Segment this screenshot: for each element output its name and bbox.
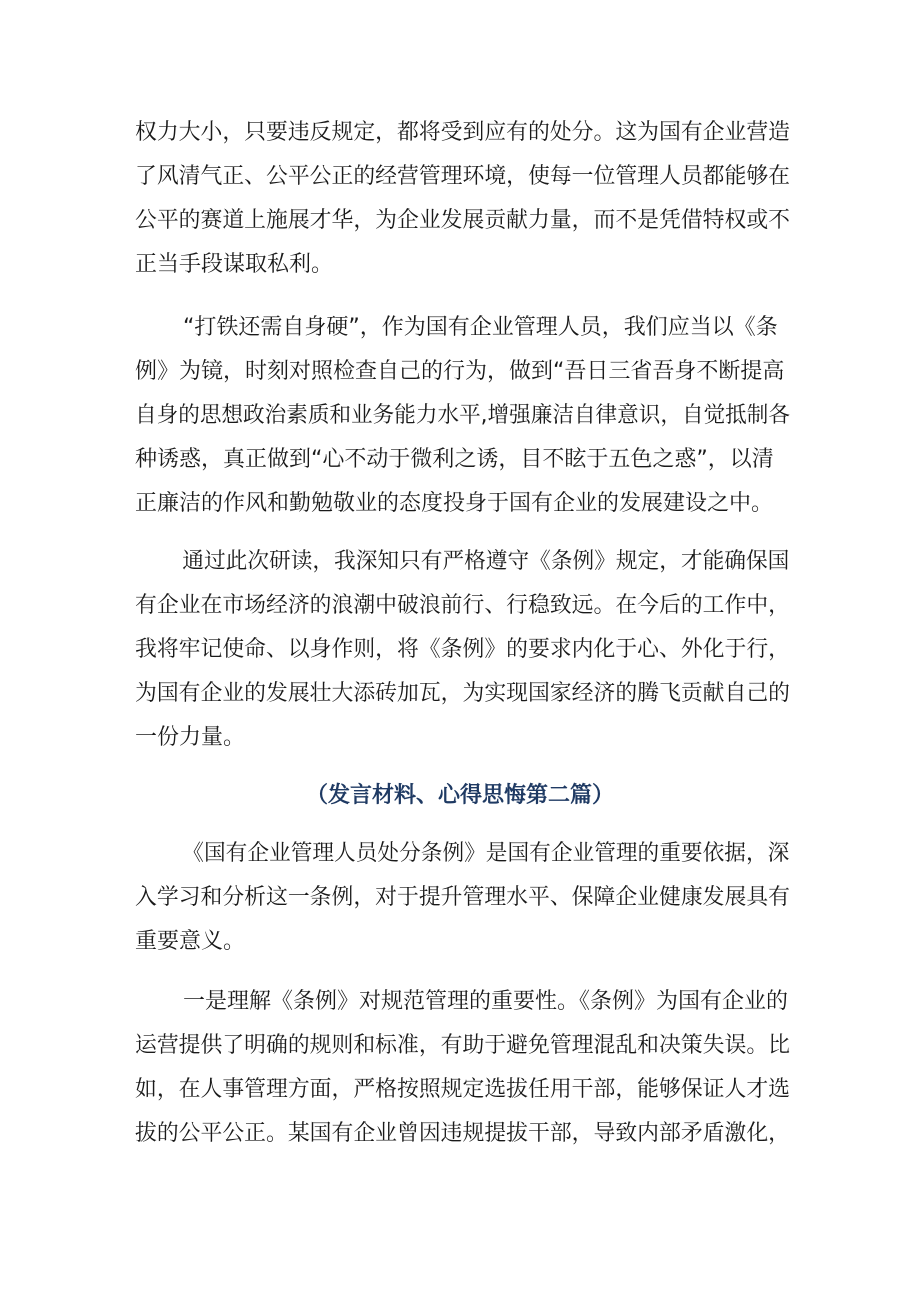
paragraph-line: 入学习和分析这一条例，对于提升管理水平、保障企业健康发展具有 <box>135 885 791 910</box>
paragraph-line: 我将牢记使命、以身作则，将《条例》的要求内化于心、外化于行， <box>135 637 791 662</box>
paragraph-5 <box>135 980 790 1156</box>
paragraph-line: 为国有企业的发展壮大添砖加瓦，为实现国家经济的腾飞贡献自己的 <box>135 681 791 706</box>
paragraph-line: 正廉洁的作风和勤勉敬业的态度投身于国有企业的发展建设之中。 <box>135 491 774 516</box>
paragraph-line: 例》为镜，时刻对照检查自己的行为，做到“吾日三省吾身不断提高 <box>135 359 785 384</box>
paragraph-line: 《国有企业管理人员处分条例》是国有企业管理的重要依据，深 <box>182 841 790 866</box>
paragraph-3 <box>135 540 790 760</box>
paragraph-4 <box>135 832 790 964</box>
paragraph-1 <box>135 111 790 287</box>
paragraph-line: 一份力量。 <box>135 725 246 750</box>
paragraph-line: 有企业在市场经济的浪潮中破浪前行、行稳致远。在今后的工作中， <box>135 593 791 618</box>
paragraph-line: 正当手段谋取私利。 <box>135 252 334 277</box>
paragraph-line: 权力大小，只要违反规定，都将受到应有的处分。这为国有企业营造 <box>135 120 791 145</box>
paragraph-line: 重要意义。 <box>135 929 246 954</box>
section-heading: （发言材料、心得思悔第二篇） <box>305 783 614 808</box>
paragraph-line: 拔的公平公正。某国有企业曾因违规提拔干部，导致内部矛盾激化， <box>135 1121 791 1146</box>
paragraph-line: 一是理解《条例》对规范管理的重要性。《条例》为国有企业的 <box>183 989 789 1014</box>
paragraph-line: 了风清气正、公平公正的经营管理环境，使每一位管理人员都能够在 <box>135 164 791 189</box>
paragraph-line: 公平的赛道上施展才华，为企业发展贡献力量，而不是凭借特权或不 <box>135 208 791 233</box>
paragraph-line: 自身的思想政治素质和业务能力水平,增强廉洁自律意识，自觉抵制各 <box>135 403 790 428</box>
paragraph-2 <box>135 306 790 526</box>
paragraph-line: 种诱惑，真正做到“心不动于微利之诱，目不眩于五色之惑”，以清 <box>135 447 774 472</box>
paragraph-line: 通过此次研读，我深知只有严格遵守《条例》规定，才能确保国 <box>182 549 790 574</box>
paragraph-line: 运营提供了明确的规则和标准，有助于避免管理混乱和决策失误。比 <box>135 1033 791 1058</box>
paragraph-line: 如，在人事管理方面，严格按照规定选拔任用干部，能够保证人才选 <box>135 1077 791 1102</box>
paragraph-line: “打铁还需自身硬”，作为国有企业管理人员，我们应当以《条 <box>183 315 778 340</box>
